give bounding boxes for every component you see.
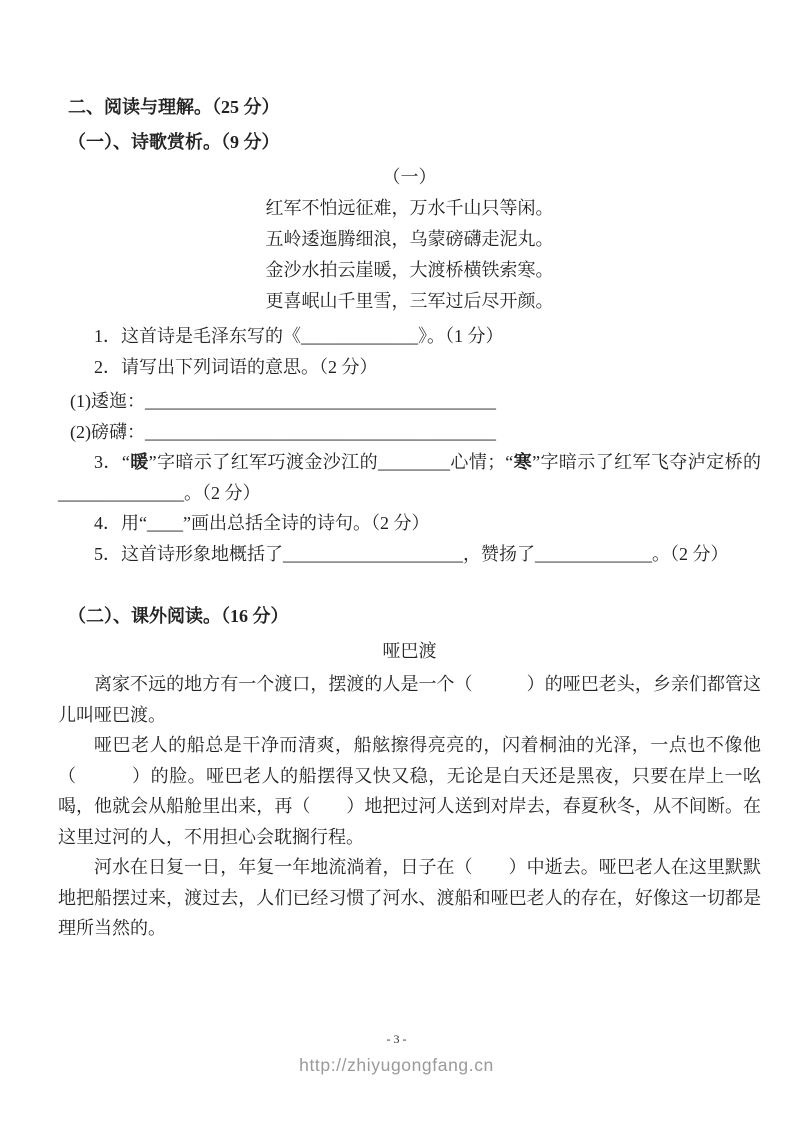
question-2-item-pangbo: (2)磅礴：_______________________________________: [70, 421, 496, 442]
question-1: 1．这首诗是毛泽东写的《_____________》。（1 分）: [94, 326, 504, 346]
subsection-heading-poetry-appreciation: （一）、诗歌赏析。（9 分）: [68, 132, 280, 152]
question-3-warm-char: 暖: [129, 452, 149, 472]
poem-title: （一）: [382, 167, 437, 187]
question-3-text-part2: ”字暗示了红军巧渡金沙江的________心情；“: [148, 452, 514, 472]
question-2-item-weiyi: (1)逶迤：_______________________________________: [70, 391, 496, 411]
passage-title: 哑巴渡: [382, 641, 437, 661]
page-number: - 3 -: [386, 1032, 407, 1046]
question-2: 2．请写出下列词语的意思。（2 分）: [94, 356, 378, 377]
poem-line-4: 更喜岷山千里雪，三军过后尽开颜。: [265, 291, 554, 311]
question-3-text-line2: 的______________。（2 分）: [58, 452, 761, 503]
passage-paragraph-1: 离家不远的地方有一个渡口，摆渡的人是一个（ ）的哑巴老头，乡亲们都管这儿叫哑巴渡。: [58, 674, 761, 725]
poem-line-2: 五岭逶迤腾细浪，乌蒙磅礴走泥丸。: [265, 229, 554, 249]
section-heading-reading-comprehension: 二、阅读与理解。（25 分）: [68, 97, 280, 117]
poem-line-1: 红军不怕远征难，万水千山只等闲。: [265, 198, 554, 218]
poem-block: [58, 162, 761, 317]
subsection-heading-extracurricular-reading: （二）、课外阅读。（16 分）: [68, 606, 289, 626]
passage-paragraph-2: 哑巴老人的船总是干净而清爽，船舷擦得亮亮的，闪着桐油的光泽，一点也不像他（ ）的脸。哑巴老人的船摆得又快又稳，无论是白天还是黑夜，只要在岸上一吆喝，他就会从船舱里出来，再（ ）地把过河人送到对岸去，春夏秋冬，从不间断。在这里过河的人，不用担心会耽搁行程。: [58, 735, 761, 847]
page-content: [58, 0, 761, 944]
question-5: 5．这首诗形象地概括了____________________，赞扬了_____________。（2 分）: [94, 543, 729, 564]
question-3-text-part3: ”字暗示了红军飞夺泸定桥: [532, 452, 743, 472]
question-4: 4．用“____”画出总括全诗的诗句。（2 分）: [94, 513, 430, 533]
passage-paragraph-3: 河水在日复一日，年复一年地流淌着，日子在（ ）中逝去。哑巴老人在这里默默地把船摆过来，渡过去，人们已经习惯了河水、渡船和哑巴老人的存在，好像这一切都是理所当然的。: [58, 857, 761, 938]
question-3-text-part1: 3．“: [94, 452, 130, 472]
question-3: [58, 447, 761, 508]
footer-watermark-url: http://zhiyugongfang.cn: [299, 1055, 494, 1075]
poem-line-3: 金沙水拍云崖暖，大渡桥横铁索寒。: [265, 260, 554, 280]
question-3-cold-char: 寒: [513, 452, 533, 472]
